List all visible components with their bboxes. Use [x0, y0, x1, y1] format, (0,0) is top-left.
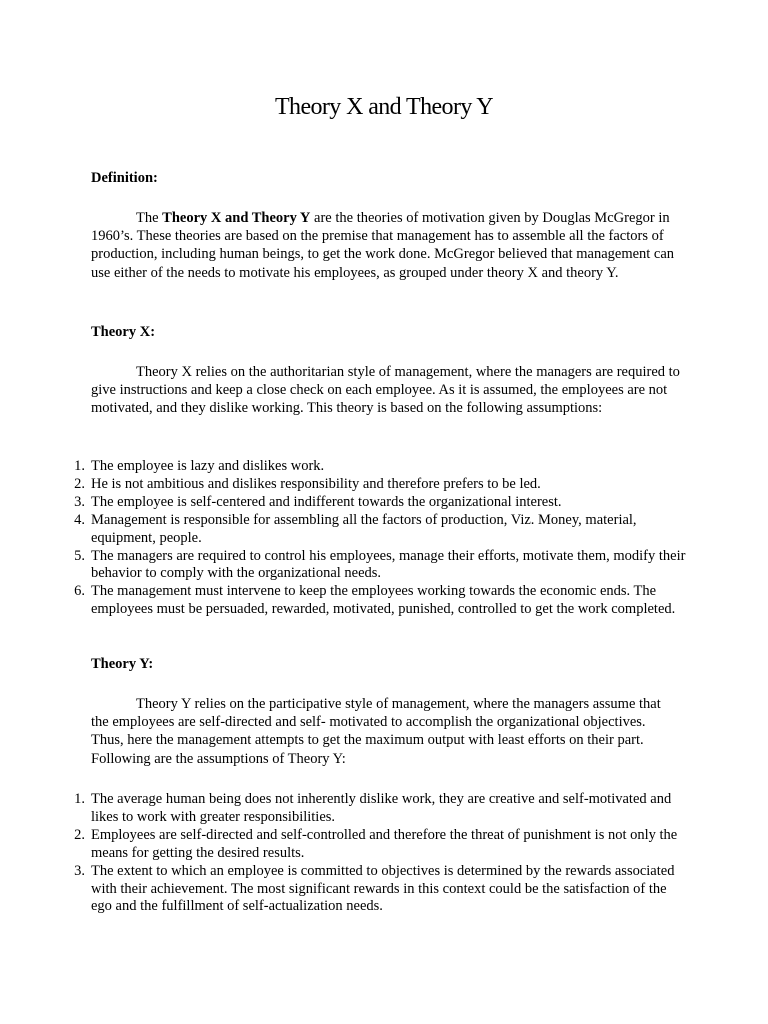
list-item-text: Employees are self-directed and self-controlled and therefore the threat of punishment is not only the means for getting the desired results. — [91, 826, 678, 861]
list-number: 2. — [74, 826, 85, 843]
list-item-text: The managers are required to control his employees, manage their efforts, motivate them, modify their behavior to comply with the organizational needs. — [91, 547, 686, 582]
definition-text-bold: Theory X and Theory Y — [162, 210, 311, 226]
list-item — [74, 511, 687, 548]
list-number: 4. — [74, 511, 85, 528]
theory-x-intro: Theory X relies on the authoritarian style of management, where the managers are required to give instructions and keep a close check on each employee. As it is assumed, the employees are not motivated, and they dislike working. This theory is based on the following assumptions: — [91, 364, 680, 417]
list-item — [74, 458, 687, 476]
list-item-text: Management is responsible for assembling all the factors of production, Viz. Money, material, equipment, people. — [91, 511, 637, 546]
list-item-text: The average human being does not inherently dislike work, they are creative and self-motivated and likes to work with greater responsibilities. — [91, 791, 672, 825]
list-number: 1. — [74, 458, 85, 474]
list-item-text: He is not ambitious and dislikes responsibility and therefore prefers to be led. — [91, 475, 541, 492]
theory-x-heading: Theory X: — [91, 324, 156, 340]
list-item-text: The employee is lazy and dislikes work. — [91, 458, 325, 474]
list-number: 5. — [74, 547, 85, 564]
theory-y-intro: Theory Y relies on the participative style of management, where the managers assume that the employees are self-directed and self- motivated to accomplish the organizational objectives. Thus, here the management attempts to get the maximum output with least efforts on their part. Following are the assumptions of Theory Y: — [91, 696, 661, 767]
list-number: 1. — [74, 791, 85, 807]
list-item-text: The extent to which an employee is committed to objectives is determined by the rewards associated with their achievement. The most significant rewards in this context could be the satisfaction of the ego and the fulfillment of self-actualization needs. — [91, 862, 675, 915]
list-item — [74, 493, 687, 512]
definition-text-after: are the theories of motivation given by Douglas McGregor in 1960’s. These theories are based on the premise that management has to assemble all the factors of production, including human beings, to get the work done. McGregor believed that management can use either of the needs to motivate his employees, as grouped under theory X and theory Y. — [91, 210, 675, 281]
theory-x-list — [74, 458, 687, 619]
list-number: 3. — [74, 493, 85, 510]
list-number: 6. — [74, 583, 85, 600]
list-item — [74, 826, 687, 863]
list-number: 2. — [74, 475, 85, 492]
theory-y-list — [74, 791, 687, 916]
page-title: Theory X and Theory Y — [274, 94, 493, 120]
list-item — [74, 547, 687, 584]
list-item — [74, 583, 687, 619]
list-item-text: The employee is self-centered and indifferent towards the organizational interest. — [91, 493, 562, 510]
definition-text-before: The — [136, 210, 163, 226]
list-item — [74, 862, 687, 917]
list-item-text: The management must intervene to keep the employees working towards the economic ends. The employees must be persuaded, rewarded, motivated, punished, controlled to get the work completed. — [91, 583, 676, 618]
list-number: 3. — [74, 862, 85, 879]
definition-heading: Definition: — [91, 170, 158, 186]
list-item — [74, 791, 687, 827]
theory-y-heading: Theory Y: — [91, 656, 154, 672]
definition-paragraph — [91, 209, 681, 282]
list-item — [74, 475, 687, 494]
